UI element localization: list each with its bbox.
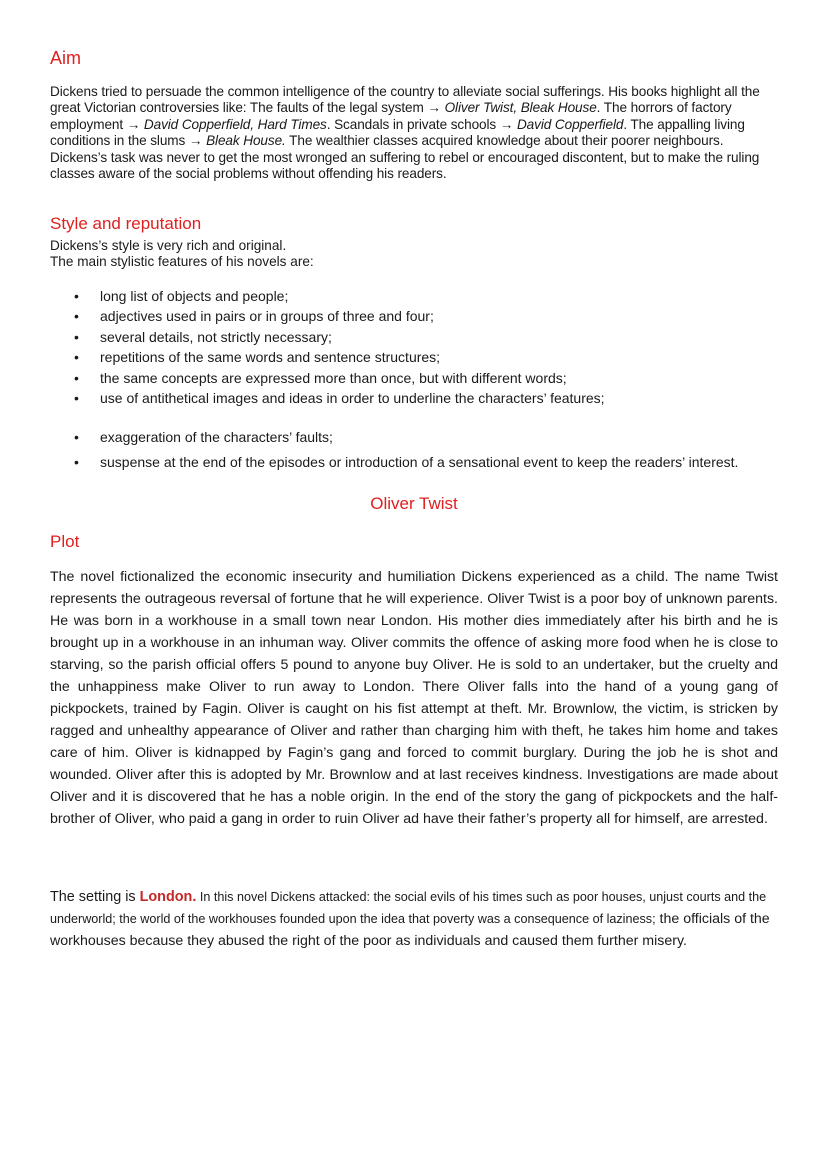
- list-item-text: long list of objects and people;: [100, 288, 289, 304]
- setting-text-2: the officials of the workhouses because they abused the right of the poor as individuals and caused them further misery.: [50, 911, 770, 949]
- aim-paragraph: [50, 84, 778, 182]
- bullet-icon: •: [74, 328, 79, 345]
- list-item: [50, 306, 778, 326]
- bullet-icon: •: [74, 349, 79, 366]
- setting-text-1: In this novel Dickens attacked: the social evils of his times such as poor houses, unjust courts and the underworld; the world of the workhouses founded upon the idea that poverty was a consequence of laziness;: [50, 890, 767, 926]
- style-heading: Style and reputation: [50, 214, 202, 233]
- aim-text-2: . The horrors of factory employment →: [50, 100, 732, 132]
- aim-heading: Aim: [50, 48, 81, 68]
- bullet-icon: •: [74, 454, 79, 471]
- aim-work-1: Oliver Twist, Bleak House: [444, 100, 597, 116]
- style-intro: [50, 238, 314, 270]
- stylistic-features-list-continued: [50, 427, 778, 478]
- aim-text-4: . The appalling living conditions in the slums →: [50, 116, 745, 149]
- aim-text-1: Dickens tried to persuade the common intelligence of the country to alleviate social sufferings. His books highlight all the great Victorian controversies like: The faults of the legal system →: [50, 84, 760, 116]
- list-item: [50, 368, 778, 388]
- list-item: [50, 388, 778, 408]
- list-item-text: use of antithetical images and ideas in order to underline the characters’ features;: [100, 390, 605, 407]
- list-item-text: several details, not strictly necessary;: [100, 328, 332, 345]
- bullet-icon: •: [74, 308, 79, 325]
- list-item-text: repetitions of the same words and sentence structures;: [100, 349, 441, 366]
- aim-work-2: David Copperfield, Hard Times: [143, 116, 327, 132]
- list-item-text: suspense at the end of the episodes or introduction of a sensational event to keep the readers’ interest.: [100, 454, 739, 471]
- style-intro-line-1: Dickens’s style is very rich and original.: [50, 238, 287, 253]
- aim-work-4: Bleak House.: [206, 133, 286, 149]
- plot-paragraph: The novel fictionalized the economic insecurity and humiliation Dickens experienced as a child. The name Twist represents the outrageous reversal of fortune that he will experience. Oliver Twist is a poor boy of unknown parents. He was born in a workhouse in a small town near London. His mother dies immediately after his birth and he is brought up in a workhouse in an inhuman way. Oliver commits the offence of asking more food when he is close to starving, so the parish official offers 5 pound to anyone buy Oliver. He is sold to an undertaker, but the cruelty and the unhappiness make Oliver to run away to London. There Oliver falls into the hand of a young gang of pickpockets, trained by Fagin. Oliver is caught on his fist attempt at theft. Mr. Brownlow, the victim, is stricken by ragged and unhealthy appearance of Oliver and rather than charging him with theft, he takes him home and takes care of him. Oliver is kidnapped by Fagin’s gang and forced to commit burglary. During the job he is shot and wounded. Oliver after this is adopted by Mr. Brownlow and at last receives kindness. Investigations are made about Oliver and it is discovered that he has a noble origin. In the end of the story the gang of pickpockets and the half-brother of Oliver, who paid a gang in order to ruin Oliver ad have their father’s property all for himself, are arrested.: [50, 569, 778, 827]
- list-item: [50, 286, 778, 306]
- bullet-icon: •: [74, 288, 79, 304]
- aim-text-3: . Scandals in private schools →: [326, 116, 517, 132]
- list-item: [50, 347, 778, 367]
- aim-text-5: The wealthier classes acquired knowledge about their poorer neighbours. Dickens’s task was never to get the most wronged an suffering to rebel or encouraged discontent, but to make the ruling classes aware of the social problems without offending his readers.: [50, 133, 760, 182]
- bullet-icon: •: [74, 429, 79, 445]
- style-intro-line-2: The main stylistic features of his novels are:: [50, 254, 314, 269]
- bullet-icon: •: [74, 390, 79, 407]
- setting-lead: The setting is: [50, 889, 140, 905]
- setting-paragraph: [50, 886, 778, 952]
- aim-work-3: David Copperfield: [516, 116, 624, 132]
- stylistic-features-list: [50, 286, 778, 408]
- bullet-icon: •: [74, 369, 79, 386]
- oliver-twist-title: Oliver Twist: [370, 494, 458, 513]
- list-item: [50, 327, 778, 347]
- list-item-text: adjectives used in pairs or in groups of three and four;: [100, 308, 434, 325]
- list-item-text: the same concepts are expressed more than once, but with different words;: [100, 369, 567, 386]
- plot-heading: Plot: [50, 532, 80, 551]
- list-item: [50, 427, 778, 447]
- list-item: [50, 452, 778, 472]
- list-item-text: exaggeration of the characters’ faults;: [100, 429, 333, 445]
- setting-place: London.: [139, 889, 197, 905]
